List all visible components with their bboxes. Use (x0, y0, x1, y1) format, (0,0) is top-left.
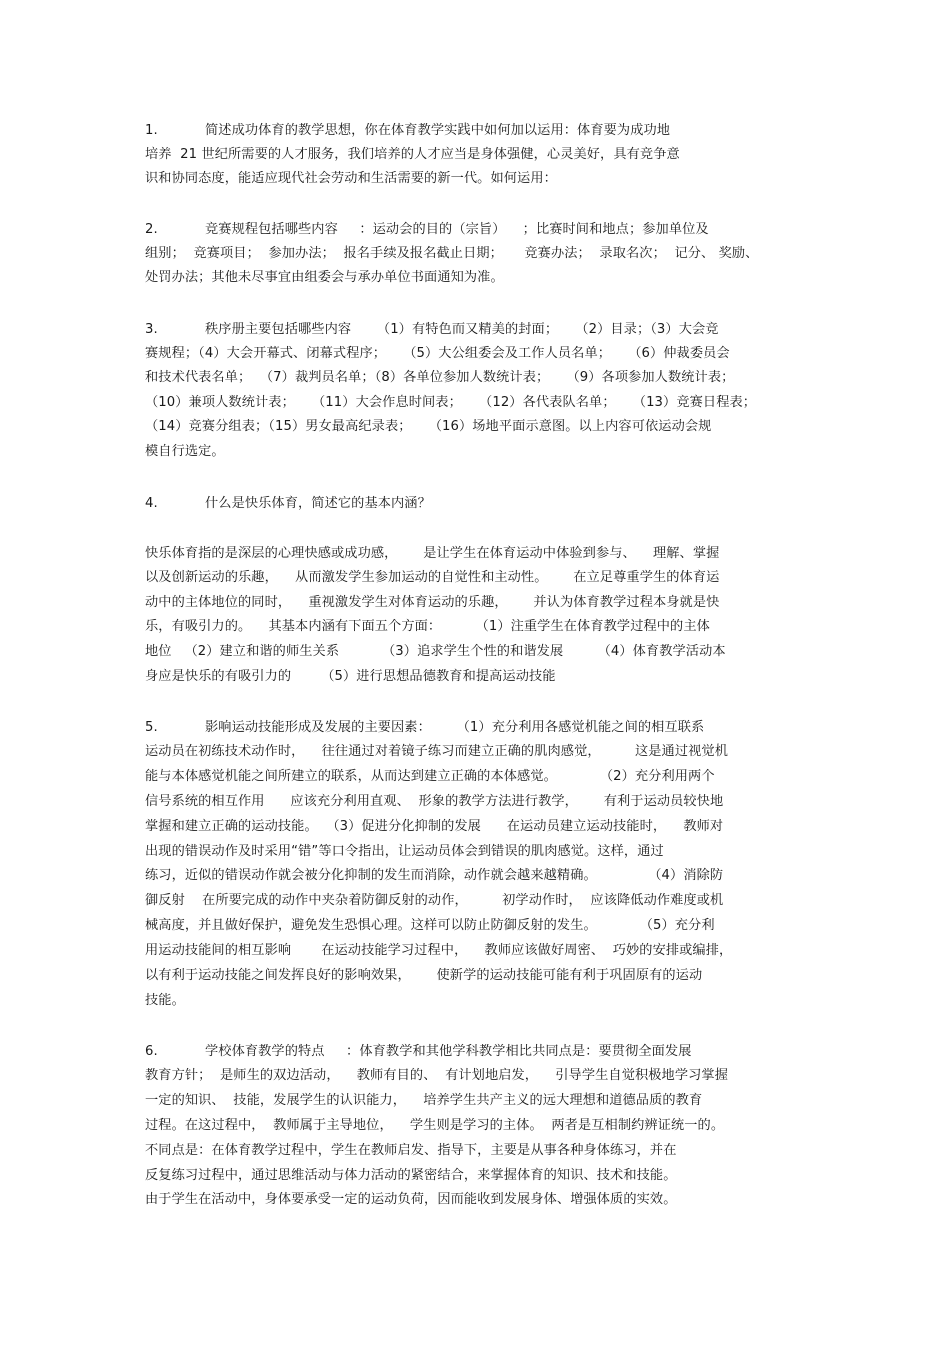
q5-line-3: 能与本体感觉机能之间所建立的联系，从而达到建立正确的本体感觉。 （2）充分利用两个 (145, 769, 715, 784)
q4-answer-line-3: 动中的主体地位的同时， 重视激发学生对体育运动的乐趣， 并认为体育教学过程本身就是快 (145, 595, 720, 610)
q6-line-1: 6. 学校体育教学的特点 ：体育教学和其他学科教学相比共同点是：要贯彻全面发展 (145, 1044, 692, 1059)
q3-line-2: 赛规程；（4）大会开幕式、闭幕式程序； （5）大公组委会及工作人员名单； （6）仲裁委员会 (145, 346, 730, 361)
q4-answer-line-4: 乐，有吸引力的。 其基本内涵有下面五个方面： （1）注重学生在体育教学过程中的主体 (145, 619, 710, 634)
q3-line-5: （14）竞赛分组表；（15）男女最高纪录表； （16）场地平面示意图。以上内容可依运动会规 (145, 419, 712, 434)
q4-answer-line-6: 身应是快乐的有吸引力的 （5）进行思想品德教育和提高运动技能 (145, 669, 556, 684)
q1-line-2: 培养 21 世纪所需要的人才服务，我们培养的人才应当是身体强健，心灵美好，具有竞争意 (145, 147, 680, 162)
q5-line-12: 技能。 (145, 993, 185, 1008)
q3-line-3: 和技术代表名单； （7）裁判员名单；（8）各单位参加人数统计表； （9）各项参加人数统计表； (145, 370, 735, 385)
q6-line-6: 反复练习过程中，通过思维活动与体力活动的紧密结合，来掌握体育的知识、技术和技能。 (145, 1168, 677, 1183)
q5-line-10: 用运动技能间的相互影响 在运动技能学习过程中， 教师应该做好周密、 巧妙的安排或编排， (145, 943, 733, 958)
q6-line-2: 教育方针； 是师生的双边活动， 教师有目的、 有计划地启发， 引导学生自觉积极地学习掌握 (145, 1068, 728, 1083)
q5-line-8: 御反射 在所要完成的动作中夹杂着防御反射的动作， 初学动作时， 应该降低动作难度或机 (145, 893, 724, 908)
q5-line-5: 掌握和建立正确的运动技能。 （3）促进分化抑制的发展 在运动员建立运动技能时， 教师对 (145, 819, 724, 834)
q6-line-3: 一定的知识、 技能，发展学生的认识能力， 培养学生共产主义的远大理想和道德品质的教育 (145, 1093, 703, 1108)
q5-line-2: 运动员在初练技术动作时， 往往通过对着镜子练习而建立正确的肌肉感觉， 这是通过视觉机 (145, 744, 728, 759)
q5-line-1: 5. 影响运动技能形成及发展的主要因素： （1）充分利用各感觉机能之间的相互联系 (145, 720, 705, 735)
q4-line-1: 4. 什么是快乐体育，简述它的基本内涵？ (145, 496, 431, 511)
q1-line-3: 识和协同态度，能适应现代社会劳动和生活需要的新一代。如何运用： (145, 171, 557, 186)
q4-answer-line-1: 快乐体育指的是深层的心理快感或成功感， 是让学生在体育运动中体验到参与、 理解、掌握 (145, 546, 720, 561)
q2-line-1: 2. 竞赛规程包括哪些内容 ：运动会的目的（宗旨） ；比赛时间和地点；参加单位及 (145, 222, 709, 237)
q3-line-4: （10）兼项人数统计表； （11）大会作息时间表； （12）各代表队名单； （13）竞赛日程表； (145, 395, 757, 410)
q6-line-7: 由于学生在活动中，身体要承受一定的运动负荷，因而能收到发展身体、增强体质的实效。 (145, 1192, 677, 1207)
q6-line-4: 过程。在这过程中， 教师属于主导地位， 学生则是学习的主体。 两者是互相制约辨证统一的。 (145, 1118, 725, 1133)
q3-line-1: 3. 秩序册主要包括哪些内容 （1）有特色而又精美的封面； （2）目录；（3）大会竞 (145, 322, 719, 337)
q5-line-9: 械高度，并且做好保护，避免发生恐惧心理。这样可以防止防御反射的发生。 （5）充分利 (145, 918, 715, 933)
q1-line-1: 1. 简述成功体育的教学思想，你在体育教学实践中如何加以运用：体育要为成功地 (145, 123, 671, 138)
q4-answer-line-2: 以及创新运动的乐趣， 从而激发学生参加运动的自觉性和主动性。 在立足尊重学生的体育运 (145, 570, 720, 585)
q5-line-11: 以有利于运动技能之间发挥良好的影响效果， 使新学的运动技能可能有利于巩固原有的运动 (145, 968, 703, 983)
q2-line-3: 处罚办法；其他未尽事宜由组委会与承办单位书面通知为准。 (145, 270, 504, 285)
q5-line-6: 出现的错误动作及时采用“错”等口令指出，让运动员体会到错误的肌肉感觉。这样，通过 (145, 844, 664, 859)
q3-line-6: 模自行选定。 (145, 444, 225, 459)
q4-answer-line-5: 地位 （2）建立和谐的师生关系 （3）追求学生个性的和谐发展 （4）体育教学活动本 (145, 644, 726, 659)
q2-line-2: 组别； 竞赛项目； 参加办法； 报名手续及报名截止日期； 竞赛办法； 录取名次； 记分、 奖励、 (145, 246, 759, 261)
q5-line-7: 练习，近似的错误动作就会被分化抑制的发生而消除，动作就会越来越精确。 （4）消除防 (145, 868, 724, 883)
q6-line-5: 不同点是：在体育教学过程中，学生在教师启发、指导下，主要是从事各种身体练习，并在 (145, 1143, 677, 1158)
q5-line-4: 信号系统的相互作用 应该充分利用直观、 形象的教学方法进行教学， 有利于运动员较快地 (145, 794, 724, 809)
